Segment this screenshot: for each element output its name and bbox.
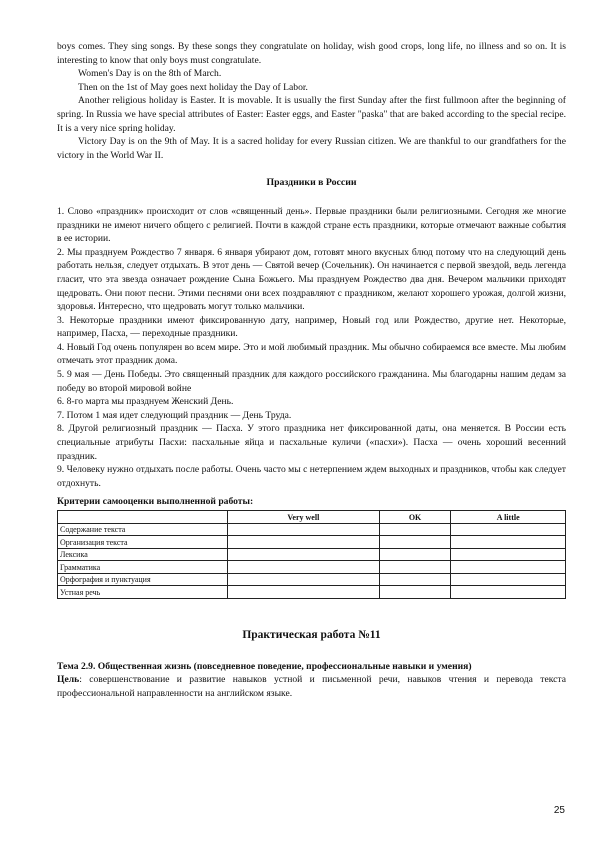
- criteria-label: Устная речь: [58, 586, 228, 599]
- criteria-title: Критерии самооценки выполненной работы:: [57, 496, 254, 508]
- goal-label: Цель: [57, 674, 80, 686]
- page-number: 25: [553, 805, 565, 816]
- russian-paragraph: 8. Другой религиозный праздник — Пасха. У этого праздника нет фиксированной даты, она меняется. В России есть специальные атрибуты Пасхи: пасхальные яйца и пасхальные куличи («пасхи»). Пасха — очень хороший весенний праздник.: [57, 423, 566, 462]
- rating-cell: [228, 536, 380, 549]
- rating-cell: [228, 548, 380, 561]
- english-paragraph: Another religious holiday is Easter. It is movable. It is usually the first Sunday after the first fullmoon after the beginning of spring. In Russia we have special attributes of Easter: Easter eggs, and Easter "paska" that are baked according to the special recipe. It is a very nice spring holiday.: [57, 95, 566, 134]
- document-page: [57, 40, 566, 700]
- practical-work-title: Практическая работа №11: [242, 628, 381, 641]
- rating-cell: [451, 548, 566, 561]
- table-row: [58, 523, 566, 536]
- rating-cell: [228, 561, 380, 574]
- rating-cell: [379, 573, 451, 586]
- table-row: [58, 548, 566, 561]
- criteria-label: Содержание текста: [58, 523, 228, 536]
- russian-paragraph: 3. Некоторые праздники имеют фиксированную дату, например, Новый год или Рождество, другие нет. Некоторые, например, Пасха, — переходные праздники.: [57, 314, 566, 340]
- criteria-table: [57, 510, 566, 599]
- goal-paragraph: [57, 673, 566, 700]
- table-row: [58, 561, 566, 574]
- rating-cell: [228, 573, 380, 586]
- russian-section-title: Праздники в России: [266, 177, 357, 189]
- criteria-header-row: [58, 511, 566, 524]
- russian-paragraph: 7. Потом 1 мая идет следующий праздник — День Труда.: [57, 409, 292, 421]
- english-paragraph: boys comes. They sing songs. By these songs they congratulate on holiday, wish good crops, long life, no illness and so on. It is interesting to know that only boys must congratulate.: [57, 41, 566, 66]
- rating-cell: [379, 536, 451, 549]
- rating-cell: [379, 523, 451, 536]
- english-paragraph: Women's Day is on the 8th of March.: [78, 68, 222, 80]
- rating-cell: [379, 561, 451, 574]
- rating-cell: [379, 548, 451, 561]
- rating-cell: [451, 523, 566, 536]
- table-row: [58, 536, 566, 549]
- topic-heading: Тема 2.9. Общественная жизнь (повседневное поведение, профессиональные навыки и умения): [57, 660, 472, 672]
- russian-paragraph: 6. 8-го марта мы празднуем Женский День.: [57, 396, 234, 408]
- russian-paragraph: 5. 9 мая — День Победы. Это священный праздник для каждого российского гражданина. Мы благодарны нашим дедам за победу во второй мировой войне: [57, 369, 566, 394]
- rating-cell: [451, 536, 566, 549]
- russian-paragraph: 1. Слово «праздник» происходит от слов «священный день». Первые праздники были религиозными. Сегодня же многие праздники не имеют ничего общего с религией. Почти в каждой стране есть праздники, которые отмечают важные события в ее истории.: [57, 205, 566, 245]
- criteria-label: Орфография и пунктуация: [58, 573, 228, 586]
- rating-cell: [451, 586, 566, 599]
- rating-cell: [451, 573, 566, 586]
- criteria-header-cell: Very well: [228, 511, 380, 524]
- table-row: [58, 586, 566, 599]
- russian-paragraph: 9. Человеку нужно отдыхать после работы. Очень часто мы с нетерпением ждем выходных и праздников, чтобы как следует отдохнуть.: [57, 464, 566, 489]
- english-paragraph: Victory Day is on the 9th of May. It is a sacred holiday for every Russian citizen. We are thankful to our grandfathers for the victory in the World War II.: [57, 136, 566, 161]
- table-row: [58, 573, 566, 586]
- criteria-label: Грамматика: [58, 561, 228, 574]
- russian-paragraph: 2. Мы празднуем Рождество 7 января. 6 января убирают дом, готовят много вкусных блюд потому что на следующий день работать нельзя, следует отдыхать. В этот день — Святой вечер (Сочельник). Он начинается с первой звездой, ведь легенда гласит, что эта звезда означает рождение Сына Божьего. Мы празднуем Рождество два дня. Вечером мальчики приходят щедровать. Они поют песни. Этими песнями они всех поздравляют с праздником, желают хорошего урожая, долгой жизни, здоровья. Интересно, что щедровать могут только мальчики.: [57, 246, 566, 313]
- rating-cell: [451, 561, 566, 574]
- criteria-label: Лексика: [58, 548, 228, 561]
- rating-cell: [379, 586, 451, 599]
- rating-cell: [228, 523, 380, 536]
- russian-paragraph: 4. Новый Год очень популярен во всем мире. Это и мой любимый праздник. Мы обычно собираемся все вместе. Мы любим отмечать этот праздник дома.: [57, 341, 566, 367]
- criteria-header-cell: OK: [379, 511, 451, 524]
- english-paragraph: Then on the 1st of May goes next holiday the Day of Labor.: [78, 81, 308, 93]
- goal-text: : совершенствование и развитие навыков устной и письменной речи, навыков чтения и перевода текста профессиональной направленности на английском языке.: [57, 674, 566, 699]
- criteria-header-cell: [58, 511, 228, 524]
- criteria-label: Организация текста: [58, 536, 228, 549]
- criteria-header-cell: A little: [451, 511, 566, 524]
- rating-cell: [228, 586, 380, 599]
